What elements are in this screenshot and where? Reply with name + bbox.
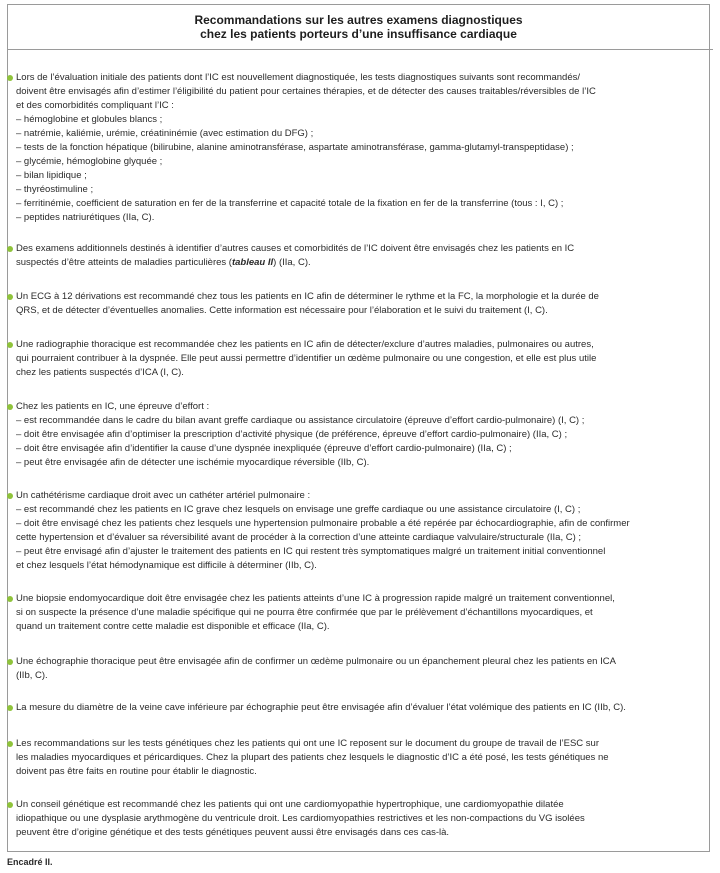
recommendation-line: QRS, et de détecter d’éventuelles anomalies. Cette information est nécessaire pour l’élaboration et le suivi du traitement (I, C). [16,305,548,316]
recommendation-line: si on suspecte la présence d’une maladie spécifique qui ne pourra être confirmée que par le prélèvement d’échantillons myocardiques, et [16,607,593,618]
recommendation-item [9,798,689,840]
recommendation-line: – est recommandée dans le cadre du bilan avant greffe cardiaque ou assistance circulatoire (épreuve d’effort cardio-pulmonaire) (I, C) ; [16,415,585,426]
recommendation-line: Un ECG à 12 dérivations est recommandé chez tous les patients en IC afin de déterminer le rythme et la FC, la morphologie et la durée de [16,291,599,302]
recommendation-item [9,400,689,470]
recommendation-line: Un cathétérisme cardiaque droit avec un cathéter artériel pulmonaire : [16,490,311,501]
recommendation-line: doivent pas être faits en routine pour établir le diagnostic. [16,766,257,777]
title-line-2: chez les patients porteurs d’une insuffisance cardiaque [200,27,517,41]
recommendation-line: Lors de l’évaluation initiale des patients dont l’IC est nouvellement diagnostiquée, les tests diagnostiques suivants sont recommandés/ [16,72,580,83]
recommendation-line: idiopathique ou une dysplasie arythmogène du ventricule droit. Les cardiomyopathies restrictives et les non-compactions du VG isolées [16,813,585,824]
recommendation-item [9,655,689,683]
recommendation-line: qui pourraient contribuer à la dyspnée. Elle peut aussi permettre d’identifier un œdème pulmonaire ou une congestion, et elle est plus utile [16,353,597,364]
recommendation-line: – peptides natriurétiques (IIa, C). [16,212,155,223]
recommendation-item [9,701,689,715]
recommendation-item [9,592,689,634]
recommendation-line: Une radiographie thoracique est recommandée chez les patients en IC afin de détecter/exclure d’autres maladies, pulmonaires ou autres, [16,339,594,350]
recommendation-line: – est recommandé chez les patients en IC grave chez lesquels on envisage une greffe cardiaque ou une assistance circulatoire (I, C) ; [16,504,581,515]
recommendation-line: suspectés d’être atteints de maladies particulières (tableau II) (IIa, C). [16,257,311,268]
box-title [7,13,710,41]
recommendation-line: La mesure du diamètre de la veine cave inférieure par échographie peut être envisagée afin d’évaluer l’état volémique des patients en IC (IIb, C). [16,702,626,713]
recommendation-line: Chez les patients en IC, une épreuve d’effort : [16,401,210,412]
recommendation-line: les maladies myocardiques et péricardiques. Chez la plupart des patients chez lesquels le diagnostic d’IC a été posé, les tests génétiques ne [16,752,609,763]
title-divider [7,49,713,50]
recommendation-line: chez les patients suspectés d’ICA (I, C). [16,367,184,378]
recommendation-line: et chez lesquels l’état hémodynamique est difficile à déterminer (IIb, C). [16,560,317,571]
recommendation-item [9,242,689,270]
box-caption: Encadré II. [7,857,53,867]
recommendation-item [9,290,689,318]
recommendation-line: – bilan lipidique ; [16,170,87,181]
recommendation-line: doivent être envisagés afin d’estimer l’éligibilité du patient pour certaines thérapies, et de détecter des causes traitables/réversibles de l’IC [16,86,596,97]
recommendation-line: – hémoglobine et globules blancs ; [16,114,163,125]
recommendation-item [9,489,689,573]
recommendation-line: (IIb, C). [16,670,48,681]
recommendation-item [9,737,689,779]
recommendation-line: – thyréostimuline ; [16,184,94,195]
recommendation-item [9,71,689,225]
recommendation-line: – natrémie, kaliémie, urémie, créatininémie (avec estimation du DFG) ; [16,128,314,139]
title-line-1: Recommandations sur les autres examens diagnostiques [194,13,523,27]
recommendation-line: Un conseil génétique est recommandé chez les patients qui ont une cardiomyopathie hypertrophique, une cardiomyopathie dilatée [16,799,564,810]
recommendation-line: peuvent être d’origine génétique et des tests génétiques peuvent aussi être envisagés dans ces cas-là. [16,827,450,838]
recommendation-line: et des comorbidités compliquant l’IC : [16,100,174,111]
recommendation-line: – tests de la fonction hépatique (bilirubine, alanine aminotransférase, aspartate aminotransférase, gamma-glutamyl-transpeptidase) ; [16,142,574,153]
recommendation-line: – peut être envisagé afin d’ajuster le traitement des patients en IC qui restent très symptomatiques malgré un traitement initial conventionnel [16,546,606,557]
recommendation-item [9,338,689,380]
recommendation-line: – doit être envisagée afin d’optimiser la prescription d’activité physique (de préférence, épreuve d’effort cardio-pulmonaire) (IIa, C) ; [16,429,568,440]
table-reference: tableau II [231,257,274,268]
recommendation-line: Une échographie thoracique peut être envisagée afin de confirmer un œdème pulmonaire ou un épanchement pleural chez les patients en ICA [16,656,616,667]
recommendation-line: – ferritinémie, coefficient de saturation en fer de la transferrine et capacité totale de la fixation en fer de la transferrine (tous : I, C) ; [16,198,564,209]
recommendation-line: – peut être envisagée afin de détecter une ischémie myocardique réversible (IIb, C). [16,457,370,468]
recommendation-line: – doit être envisagé chez les patients chez lesquels une hypertension pulmonaire probable a été repérée par échocardiographie, afin de confirmer [16,518,630,529]
recommendation-line: cette hypertension et d’évaluer sa réversibilité avant de procéder à la correction d’une atteinte cardiaque valvulaire/structurale (IIa, C) ; [16,532,582,543]
recommendation-line: – doit être envisagée afin d’identifier la cause d’une dyspnée inexpliquée (épreuve d’effort cardio-pulmonaire) (IIa, C) ; [16,443,512,454]
recommendation-line: Les recommandations sur les tests génétiques chez les patients qui ont une IC reposent sur le document du groupe de travail de l’ESC sur [16,738,599,749]
recommendation-line: Des examens additionnels destinés à identifier d’autres causes et comorbidités de l’IC doivent être envisagés chez les patients en IC [16,243,575,254]
recommendation-line: Une biopsie endomyocardique doit être envisagée chez les patients atteints d’une IC à progression rapide malgré un traitement conventionnel, [16,593,615,604]
recommendation-line: – glycémie, hémoglobine glyquée ; [16,156,163,167]
recommendation-line: quand un traitement contre cette maladie est disponible et efficace (IIa, C). [16,621,330,632]
